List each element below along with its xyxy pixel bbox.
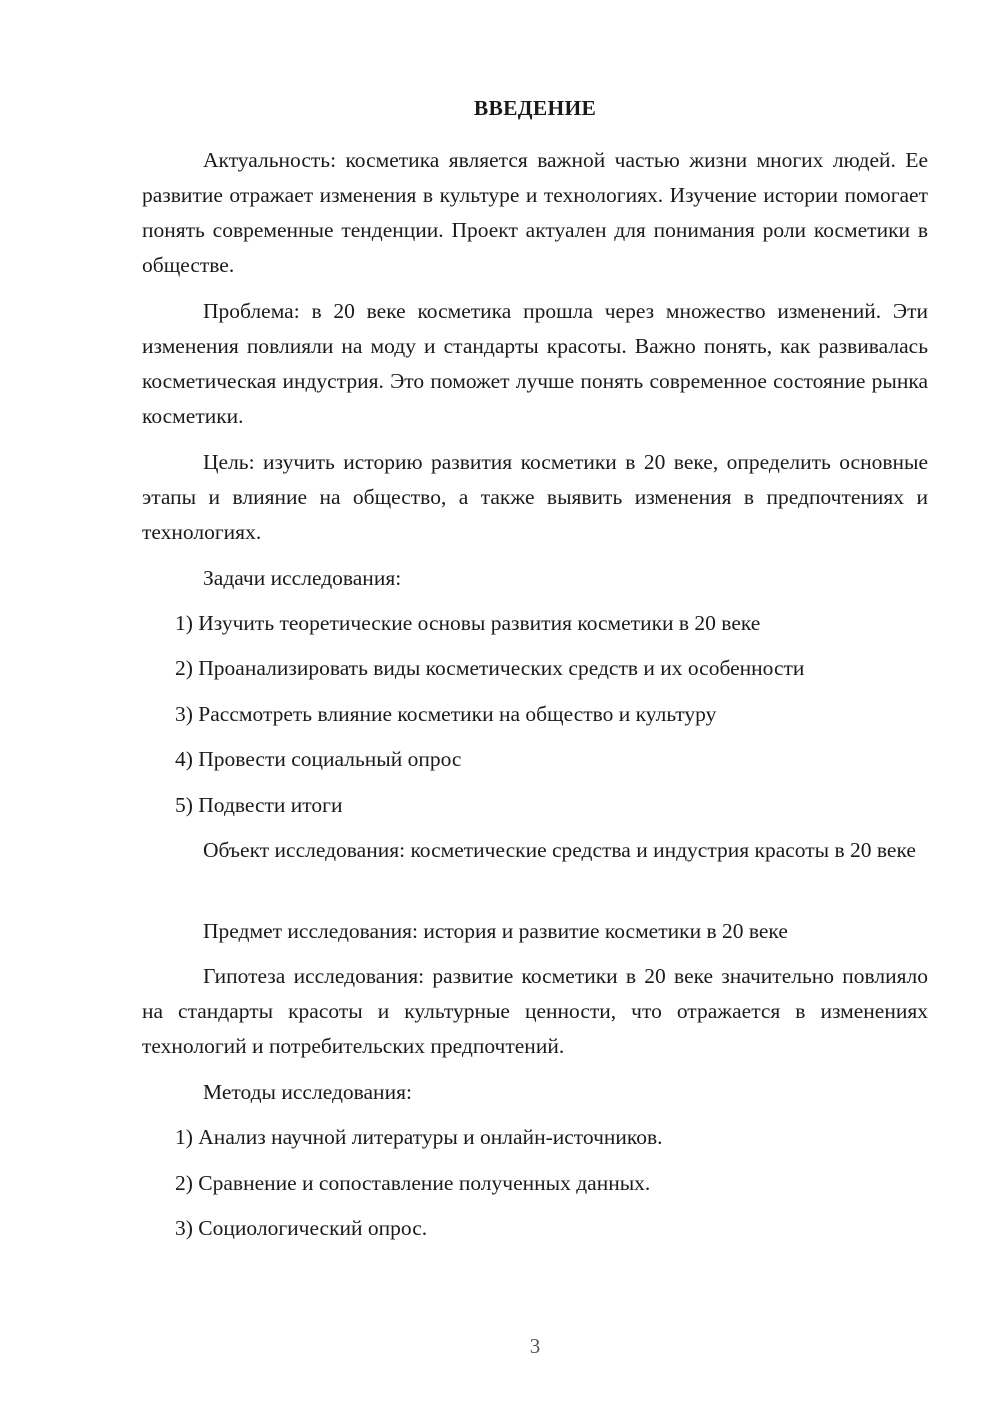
method-item: 2) Сравнение и сопоставление полученных данных. [175,1171,651,1195]
method-item: 1) Анализ научной литературы и онлайн-источников. [175,1125,663,1149]
relevance-paragraph: Актуальность: косметика является важной частью жизни многих людей. Ее развитие отражает изменения в культуре и технологиях. Изучение истории помогает понять современные тенденции. Проект актуален для понимания роли косметики в обществе. [142,148,928,277]
task-item: 3) Рассмотреть влияние косметики на общество и культуру [175,702,717,726]
problem-paragraph: Проблема: в 20 веке косметика прошла через множество изменений. Эти изменения повлияли на моду и стандарты красоты. Важно понять, как развивалась косметическая индустрия. Это поможет лучше понять современное состояние рынка косметики. [142,299,928,428]
goal-paragraph: Цель: изучить историю развития косметики в 20 веке, определить основные этапы и влияние на общество, а также выявить изменения в предпочтениях и технологиях. [142,450,928,544]
task-item: 2) Проанализировать виды косметических средств и их особенности [175,656,805,680]
task-item: 4) Провести социальный опрос [175,747,462,771]
page-title: ВВЕДЕНИЕ [473,96,597,120]
tasks-heading: Задачи исследования: [203,566,402,590]
object-paragraph: Объект исследования: косметические средства и индустрия красоты в 20 веке [203,838,916,862]
methods-heading: Методы исследования: [203,1080,412,1104]
task-item: 1) Изучить теоретические основы развития косметики в 20 веке [175,611,761,635]
subject-paragraph: Предмет исследования: история и развитие косметики в 20 веке [203,919,788,943]
task-item: 5) Подвести итоги [175,793,343,817]
hypothesis-paragraph: Гипотеза исследования: развитие косметики в 20 веке значительно повлияло на стандарты красоты и культурные ценности, что отражается в изменениях технологий и потребительских предпочтений. [142,964,928,1058]
document-page [142,0,928,1414]
method-item: 3) Социологический опрос. [175,1216,428,1240]
page-number: 3 [529,1334,541,1358]
